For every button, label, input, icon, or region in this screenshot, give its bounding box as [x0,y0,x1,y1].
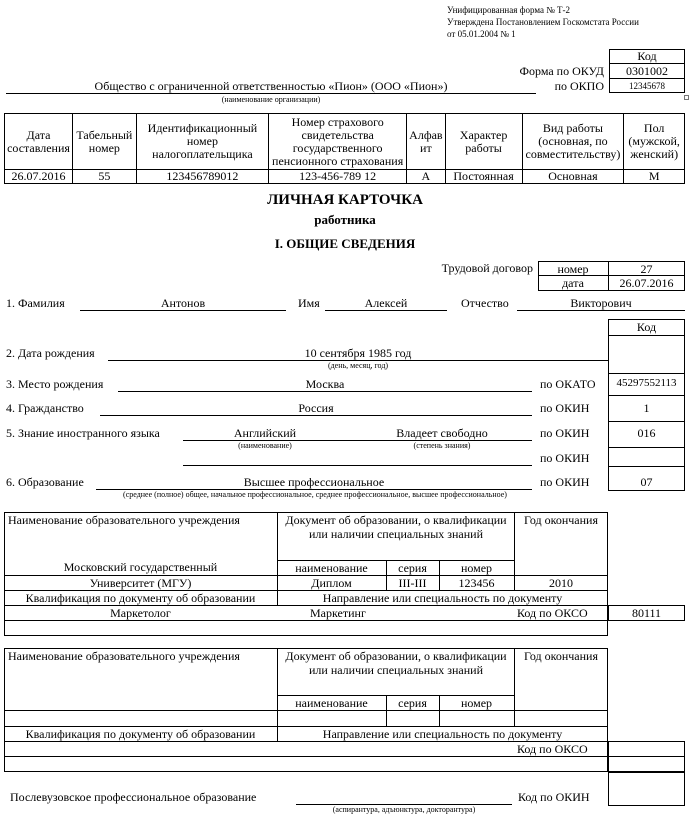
td-snils: 123-456-789 12 [269,170,407,184]
language-value: Английский [233,426,297,440]
form-header-line1: Унифицированная форма № Т-2 [447,5,571,15]
edu1-series: III-III [398,576,427,590]
edu1-h-speciality: Направление или специальность по документу [322,591,563,605]
td-alphabet: А [407,170,445,184]
surname-value: Антонов [160,296,206,310]
language-level: Владеет свободно [396,426,488,440]
postgrad-caption: (аспирантура, адъюнктура, докторантура) [332,805,476,814]
citizenship-code: 1 [643,401,650,415]
edu1-h-year: Год окончания [523,513,598,527]
okud-label: Форма по ОКУД [519,64,604,78]
language-level-caption: (степень знания) [413,441,471,450]
okato-value: 45297552113 [616,377,677,389]
section-title: I. ОБЩИЕ СВЕДЕНИЯ [274,236,416,251]
okso-box-2 [608,741,685,772]
edu2-okso-label: Код по ОКСО [517,742,588,756]
edu1-h-doc-name: наименование [295,561,368,575]
th-tab-number: Табельный номер [72,114,136,170]
edu1-okso-label: Код по ОКСО [517,606,588,620]
postgrad-label: Послевузовское профессиональное образование [10,790,257,804]
td-inn: 123456789012 [136,170,268,184]
contract-number-value: 27 [640,262,653,276]
td-tab-number: 55 [72,170,136,184]
birthdate-label: 2. Дата рождения [6,346,95,360]
patronymic-value: Викторович [570,296,632,310]
postgrad-okin-label: Код по ОКИН [518,790,590,804]
language-label: 5. Знание иностранного языка [6,426,160,440]
th-gender: Пол (мужской, женский) [624,114,685,170]
td-date: 26.07.2016 [5,170,73,184]
codes-kod-header: Код [637,49,657,63]
education-value: Высшее профессиональное [243,475,385,489]
edu1-institution-line1: Московский государственный [63,560,218,574]
edu2-h-doc-name: наименование [295,696,368,710]
postgrad-code-box [608,772,685,806]
th-date: Дата составления [5,114,73,170]
okpo-label: по ОКПО [554,79,604,93]
edu2-h-series: серия [398,696,427,710]
birthplace-label: 3. Место рождения [6,377,104,391]
form-header [447,4,639,40]
edu2-h-speciality: Направление или специальность по документу [322,727,563,741]
citizenship-label: 4. Гражданство [6,401,84,415]
citizenship-value: Россия [298,401,334,415]
organization-caption: (наименование организации) [221,95,321,104]
edu1-doc-name: Диплом [311,576,352,590]
education-caption: (среднее (полное) общее, начальное профессиональное, среднее профессиональное, высшее профессиональное) [123,490,507,499]
th-inn: Идентификационный номер налогоплательщика [136,114,268,170]
edu1-h-qualification: Квалификация по документу об образовании [25,591,256,605]
edu1-year: 2010 [549,576,573,590]
code-column-header: Код [636,320,657,334]
okin-label-language2: по ОКИН [540,451,590,465]
edu1-h-institution: Наименование образовательного учреждения [8,513,240,527]
td-gender: М [624,170,685,184]
education-code: 07 [640,475,653,489]
th-alphabet: Алфав ит [407,114,445,170]
td-work-type: Основная [522,170,624,184]
okin-label-citizenship: по ОКИН [540,401,590,415]
okpo-value: 12345678 [629,81,665,91]
form-header-line3: от 05.01.2004 № 1 [447,29,516,39]
birthdate-caption: (день, месяц, год) [327,361,389,370]
birthdate-value: 10 сентября 1985 год [304,346,412,360]
okin-label-education: по ОКИН [540,475,590,489]
card-title: ЛИЧНАЯ КАРТОЧКА [267,192,423,208]
th-work-character: Характер работы [445,114,522,170]
edu1-qualification: Маркетолог [110,606,171,620]
edu2-h-year: Год окончания [523,649,598,663]
surname-label: 1. Фамилия [6,296,65,310]
top-info-table [4,113,685,184]
edu1-h-number: номер [460,561,493,575]
contract-date-label: дата [562,276,584,290]
th-work-type: Вид работы (основная, по совместительству) [522,114,624,170]
edu1-h-series: серия [398,561,427,575]
okud-value: 0301002 [626,64,668,78]
name-value: Алексей [364,296,408,310]
name-label: Имя [298,296,320,310]
edu1-h-document: Документ об образовании, о квалификации или наличии специальных знаний [285,513,507,541]
language-code: 016 [637,426,656,440]
organization-name: Общество с ограниченной ответственностью «Пион» (ООО «Пион») [94,79,448,93]
form-header-line2: Утверждена Постановлением Госкомстата России [447,17,639,27]
edu1-okso-value: 80111 [631,606,662,620]
patronymic-label: Отчество [461,296,509,310]
corner-mark [684,95,689,100]
contract-number-label: номер [557,262,589,276]
th-snils: Номер страхового свидетельства государственного пенсионного страхования [269,114,407,170]
education-label: 6. Образование [6,475,84,489]
okato-label: по ОКАТО [540,377,596,391]
edu1-number: 123456 [458,576,495,590]
edu2-h-document: Документ об образовании, о квалификации или наличии специальных знаний [285,649,507,677]
edu1-speciality: Маркетинг [310,606,366,620]
edu1-institution-line2: Университет (МГУ) [89,576,192,590]
contract-label: Трудовой договор [441,261,533,275]
edu2-h-qualification: Квалификация по документу об образовании [25,727,256,741]
okin-label-language: по ОКИН [540,426,590,440]
td-work-character: Постоянная [445,170,522,184]
language-caption: (наименование) [238,441,292,450]
birthplace-value: Москва [305,377,345,391]
contract-date-value: 26.07.2016 [619,276,674,290]
card-subtitle: работника [314,212,376,227]
edu2-h-number: номер [460,696,493,710]
edu2-h-institution: Наименование образовательного учреждения [8,649,240,663]
